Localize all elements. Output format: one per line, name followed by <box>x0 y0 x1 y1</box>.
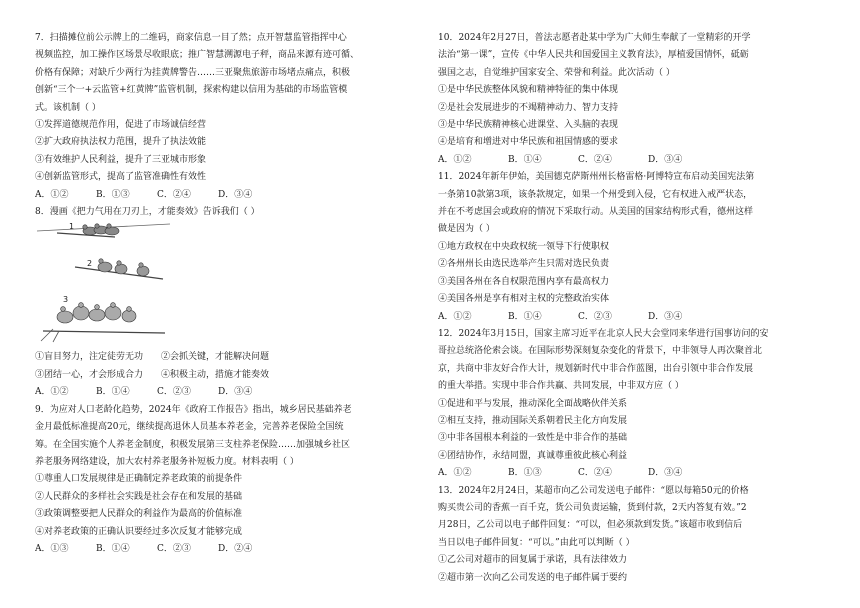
answer-choice-c: C．②④ <box>578 154 612 165</box>
answer-choice-b: B．①④ <box>96 543 130 554</box>
option-line: ②扩大政府执法权力范围，提升了执法效能 <box>35 137 207 148</box>
question-stem-line: 一条第10款第3项，该条款规定，如果一个州受到入侵，它有权进入戒严状态， <box>438 189 753 200</box>
question-stem-line: 养老服务网络建设，加大农村养老服务补短板力度。材料表明（ ） <box>35 456 299 467</box>
option-line: ④团结协作，永结同盟，真诚尊重彼此核心利益 <box>438 450 628 461</box>
answer-choice-b: B．①③ <box>508 468 542 479</box>
panel-number: 3 <box>63 295 69 305</box>
question-stem-line: 购买贵公司的香蕉一百千克，货公司负责运输，货到付款，2天内答复有效。”2 <box>438 502 747 513</box>
option-line: ②相互支持，推动国际关系朝着民主化方向发展 <box>438 415 628 426</box>
answer-choice-a: A．①② <box>35 387 69 398</box>
cartoon-drawing <box>35 221 175 349</box>
option-line: ④创新监管形式，提高了监管准确性有效性 <box>35 172 207 183</box>
left-column <box>35 30 410 558</box>
option-line: ②是社会发展进步的不竭精神动力、智力支持 <box>438 102 619 113</box>
question-stem-line: 式。该机制（ ） <box>35 102 101 113</box>
option-line: ④美国各州是享有相对主权的完整政治实体 <box>438 294 610 305</box>
answer-choice-d: D．③④ <box>648 154 683 165</box>
answer-choice-b: B．①④ <box>508 154 542 165</box>
question-stem-line: 8．漫画《把力气用在刀刃上，才能奏效》告诉我们（ ） <box>35 207 260 218</box>
question-stem-line: 当日以电子邮件回复：“可以。”由此可以判断（ ） <box>438 537 635 548</box>
option-line: ①促进和平与发展，推动深化全面战略伙伴关系 <box>438 398 628 409</box>
question-11 <box>438 169 813 326</box>
answer-choice-c: C．②④ <box>157 189 191 200</box>
question-stem-line: 哥拉总统洛伦索会谈。在国际形势深刻复杂变化的背景下，中非领导人再次聚首北 <box>438 346 763 357</box>
answer-choice-a: A．①② <box>438 311 472 322</box>
answer-choice-a: A．①③ <box>35 543 69 554</box>
question-stem-line: 11．2024年新年伊始，美国德克萨斯州州长格雷格·阿博特宣布启动美国宪法第 <box>438 172 755 183</box>
option-line: ①是中华民族整体风貌和精神特征的集中体现 <box>438 85 619 96</box>
answer-choices <box>35 384 410 401</box>
question-stem-line: 强国之志，自觉维护国家安全、荣誉和利益。此次活动（ ） <box>438 67 675 78</box>
question-stem-line: 并在不考虑国会或政府的情况下采取行动。从美国的国家结构形式看，德州这样 <box>438 207 754 218</box>
question-stem-line: 法治“第一课”，宣传《中华人民共和国爱国主义教育法》，厚植爱国情怀，砥砺 <box>438 50 749 61</box>
option-line: ①发挥道德规范作用，促进了市场诚信经营 <box>35 120 207 131</box>
option-line: ③团结一心，才会形成合力 ④积极主动，措施才能奏效 <box>35 369 270 380</box>
option-line: ④是培育和增进对中华民族和祖国情感的要求 <box>438 137 619 148</box>
option-line: ①盲目努力，注定徒劳无功 ②会抓关键，才能解决问题 <box>35 352 270 363</box>
option-line: ②人民群众的多样社会实践是社会存在和发展的基础 <box>35 491 243 502</box>
cartoon-illustration <box>35 221 175 349</box>
answer-choice-a: A．①② <box>35 189 69 200</box>
answer-choice-c: C．②④ <box>578 468 612 479</box>
answer-choices <box>35 187 410 204</box>
option-line: ②超市第一次向乙公司发送的电子邮件属于要约 <box>438 572 628 583</box>
answer-choice-d: D．③④ <box>218 189 253 200</box>
question-13 <box>438 483 813 587</box>
right-column <box>438 30 813 587</box>
answer-choice-b: B．①③ <box>96 189 130 200</box>
option-line: ①尊重人口发展规律是正确制定养老政策的前提条件 <box>35 474 243 485</box>
answer-choice-c: C．②③ <box>578 311 612 322</box>
answer-choice-d: D．③④ <box>648 468 683 479</box>
question-stem-line: 金月最低标准提高20元，继续提高退休人员基本养老金，完善养老保险全国统 <box>35 422 344 433</box>
answer-choice-d: D．③④ <box>648 311 683 322</box>
answer-choice-a: A．①② <box>438 154 472 165</box>
question-stem-line: 10．2024年2月27日，普法志愿者赴某中学为广大师生奉献了一堂精彩的开学 <box>438 33 751 43</box>
question-stem-line: 12．2024年3月15日，国家主席习近平在北京人民大会堂同来华进行国事访问的安 <box>438 328 769 339</box>
answer-choices <box>438 152 813 169</box>
answer-choice-d: D．②④ <box>218 543 253 554</box>
answer-choices <box>438 465 813 482</box>
option-line: ③政策调整要把人民群众的利益作为最高的价值标准 <box>35 509 243 520</box>
answer-choice-b: B．①④ <box>508 311 542 322</box>
answer-choices <box>35 541 410 558</box>
question-stem-line: 创新“三个一+云监管+红黄牌”监管机制，探索构建以信用为基础的市场监管模 <box>35 85 348 96</box>
question-stem-line: 9．为应对人口老龄化趋势，2024年《政府工作报告》指出，城乡居民基础养老 <box>35 404 352 415</box>
question-7 <box>35 30 410 204</box>
option-line: ③美国各州在各自权限范围内享有最高权力 <box>438 276 610 287</box>
answer-choice-b: B．①④ <box>96 387 130 398</box>
option-line: ③中非各国根本利益的一致性是中非合作的基础 <box>438 433 628 444</box>
question-stem-line: 月28日，乙公司以电子邮件回复：“可以，但必须款到发货。”该超市收到信后 <box>438 520 743 531</box>
answer-choice-c: C．②③ <box>157 543 191 554</box>
answer-choices <box>438 309 813 326</box>
question-stem-line: 做是因为（ ） <box>438 224 495 235</box>
panel-number: 1 <box>69 222 75 232</box>
panel-number: 2 <box>87 259 93 269</box>
question-stem-line: 13．2024年2月24日，某超市向乙公司发送电子邮件：“愿以每箱50元的价格 <box>438 485 749 496</box>
question-stem-line: 京，共商中非友好合作大计，规划新时代中非合作蓝图，出台引领中非合作发展 <box>438 363 754 374</box>
question-stem-line: 视频监控，加工操作区场景尽收眼底；推广智慧溯源电子秤，商品来源有迹可循、 <box>35 50 360 61</box>
option-line: ①乙公司对超市的回复属于承诺，具有法律效力 <box>438 555 628 566</box>
question-9 <box>35 402 410 559</box>
question-12 <box>438 326 813 483</box>
question-stem-line: 价格有保障；对缺斤少两行为挂黄牌警告……三亚聚焦旅游市场堵点痛点，积极 <box>35 67 351 78</box>
answer-choice-c: C．②③ <box>157 387 191 398</box>
question-stem-line: 7．扫描摊位前公示牌上的二维码，商家信息一目了然；点开智慧监管指挥中心 <box>35 33 347 43</box>
answer-choice-a: A．①② <box>438 468 472 479</box>
option-line: ③有效维护人民利益，提升了三亚城市形象 <box>35 154 207 165</box>
option-line: ④对养老政策的正确认识要经过多次反复才能够完成 <box>35 526 243 537</box>
question-stem-line: 筹。在全国实施个人养老金制度，积极发展第三支柱养老保险……加强城乡社区 <box>35 439 351 450</box>
question-10 <box>438 30 813 169</box>
option-line: ③是中华民族精神核心进课堂、入头脑的表现 <box>438 120 619 131</box>
option-line: ①地方政权在中央政权统一领导下行使职权 <box>438 241 610 252</box>
answer-choice-d: D．③④ <box>218 387 253 398</box>
question-8 <box>35 204 410 402</box>
option-line: ②各州州长由选民选举产生只需对选民负责 <box>438 259 610 270</box>
question-stem-line: 的重大举措。实现中非合作共赢、共同发展，中非双方应（ ） <box>438 381 684 392</box>
